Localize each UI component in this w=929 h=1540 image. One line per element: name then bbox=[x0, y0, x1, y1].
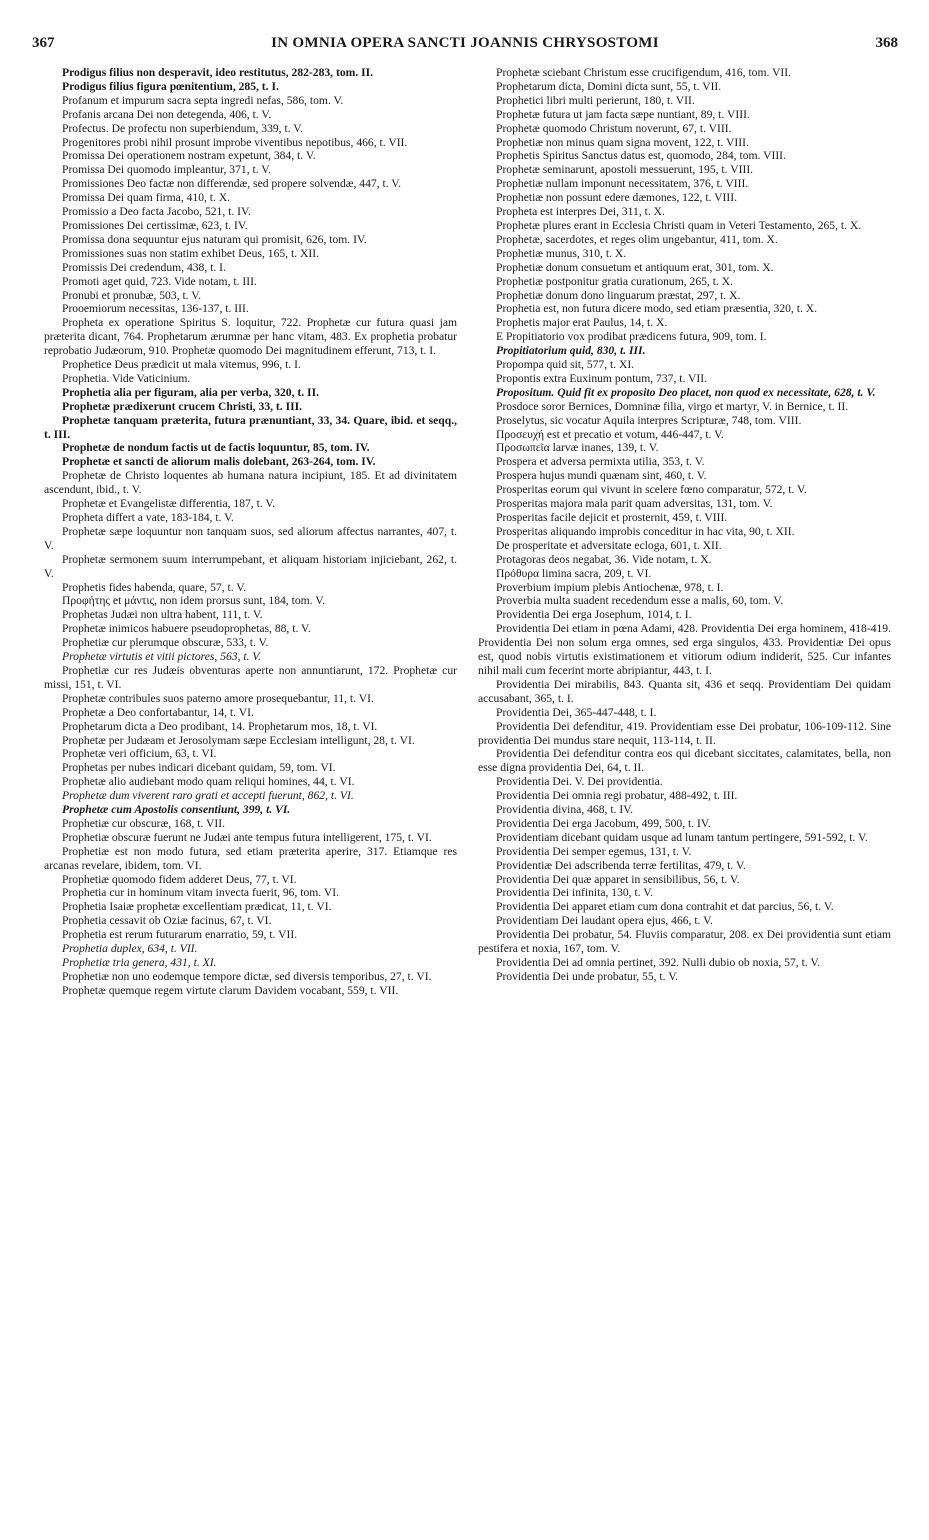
index-entry: Prophetæ futura ut jam facta sæpe nuntiant, 89, t. VIII. bbox=[496, 107, 750, 121]
index-entry: Prophetas Judæi non ultra habent, 111, t. V. bbox=[62, 608, 263, 622]
index-entry: Πρόθυρα limina sacra, 209, t. VI. bbox=[496, 566, 652, 580]
index-entry: Prophetæ seminarunt, apostoli messuerunt, 195, t. VIII. bbox=[496, 163, 754, 177]
right-page-number: 368 bbox=[875, 34, 898, 51]
index-entry: Propheta differt a vate, 183-184, t. V. bbox=[62, 511, 234, 524]
index-entry: Prosperitas facile dejicit et prosternit, 459, t. VIII. bbox=[496, 511, 728, 524]
index-entry: Prodigus filius figura pœnitentium, 285, t. I. bbox=[62, 79, 279, 93]
index-entry: Promissa Dei operationem nostram expetunt, 384, t. V. bbox=[62, 149, 316, 163]
index-entry: Proverbium impium plebis Antiochenæ, 978, t. I. bbox=[496, 580, 724, 594]
index-entry: Prophetarum dicta, Domini dicta sunt, 55, t. VII. bbox=[496, 79, 722, 93]
index-entry: Prophetis Spiritus Sanctus datus est, quomodo, 284, tom. VIII. bbox=[496, 149, 786, 163]
index-entry: Profanum et impurum sacra septa ingredi nefas, 586, tom. V. bbox=[62, 93, 344, 107]
index-entry: Prosperitas majora mala parit quam adversitas, 131, tom. V. bbox=[496, 497, 773, 511]
index-entry: Providentia Dei etiam in pœna Adami, 428. Providentia Dei erga hominem, 418-419. Providentia Dei non solum erga omnes, sed erga singulos, 433. Providentiæ Dei opus est, quod nobis virtutis existimationem et vitiorum odium indiderit, 525. Cur infantes nihil mali cum fecerint morte abripiantur, 443, t. I. bbox=[478, 622, 891, 677]
index-entry: Prophetæ sciebant Christum esse crucifigendum, 416, tom. VII. bbox=[496, 66, 792, 79]
index-entry: Prosperitas eorum qui vivunt in scelere fœno comparatur, 572, t. V. bbox=[496, 483, 807, 497]
index-entry: Prospera hujus mundi quænam sint, 460, t. V. bbox=[496, 469, 707, 483]
index-entry: Prophetia alia per figuram, alia per verba, 320, t. II. bbox=[62, 385, 319, 399]
index-entry: Prophetice Deus prædicit ut mala vitemus, 996, t. I. bbox=[62, 358, 301, 372]
index-entry: Prophetæ per Judæam et Jerosolymam sæpe Ecclesiam intelligunt, 28, t. VI. bbox=[62, 733, 415, 747]
index-entry: Prosperitas aliquando improbis conceditur in hac vita, 90, t. XII. bbox=[496, 524, 795, 538]
index-entry: Providentia Dei defenditur, 419. Providentiam esse Dei probatur, 106-109-112. Sine providentia Dei mundus stare nequit, 113-114, t. II. bbox=[478, 719, 891, 747]
index-entry: Prophetiæ cur obscuræ, 168, t. VII. bbox=[62, 816, 226, 830]
index-entry: Προφήτης et μάντις, non idem prorsus sunt, 184, tom. V. bbox=[62, 594, 325, 608]
index-entry: Propheta ex operatione Spiritus S. loquitur, 722. Prophetæ cur futura quasi jam præterita dicant, 764. Prophetarum ærumnæ per hanc vitam, 483. Ex prophetia probatur reprobatio Judæorum, 910. Prophetæ quomodo Dei magnitudinem efferunt, 713, t. I. bbox=[44, 316, 457, 358]
index-entry: Providentiæ Dei adscribenda terræ fertilitas, 479, t. V. bbox=[496, 858, 746, 872]
index-entry: Providentiam Dei laudant opera ejus, 466, t. V. bbox=[496, 914, 713, 928]
index-entry: Profanis arcana Dei non detegenda, 406, t. V. bbox=[62, 107, 272, 121]
index-entry: Promissis Dei credendum, 438, t. I. bbox=[62, 260, 226, 274]
index-entry: Prophetæ contribules suos paterno amore prosequebantur, 11, t. VI. bbox=[62, 691, 374, 705]
index-entry: Promissiones Dei certissimæ, 623, t. IV. bbox=[62, 218, 248, 232]
right-index-column bbox=[478, 66, 891, 1536]
index-entry: Promissa Dei quam firma, 410, t. X. bbox=[62, 191, 231, 205]
index-entry: Providentiam dicebant quidam usque ad lunam tantum pertingere, 591-592, t. V. bbox=[496, 830, 868, 844]
running-header bbox=[32, 32, 898, 54]
index-entry: Prophetæ et Evangelistæ differentia, 187, t. V. bbox=[62, 497, 276, 511]
left-index-column bbox=[44, 66, 457, 1536]
index-entry: Prophetæ de Christo loquentes ab humana natura incipiunt, 185. Et ad divinitatem ascendunt, ibid., t. V. bbox=[44, 469, 457, 497]
index-entry: Prophetiæ postponitur gratia curationum, 265, t. X. bbox=[496, 274, 733, 288]
index-entry: Prophetæ dum viverent raro grati et accepti fuerunt, 862, t. VI. bbox=[62, 789, 354, 803]
index-entry: Prophetia. Vide Vaticinium. bbox=[62, 371, 191, 385]
index-entry: Prophetæ, sacerdotes, et reges olim ungebantur, 411, tom. X. bbox=[496, 232, 778, 246]
index-entry: Prophetis fides habenda, quare, 57, t. V. bbox=[62, 580, 247, 594]
index-entry: Pronubi et pronubæ, 503, t. V. bbox=[62, 288, 202, 302]
index-entry: Prophetia duplex, 634, t. VII. bbox=[62, 942, 198, 956]
index-entry: Prophetiæ non possunt edere dæmones, 122, t. VIII. bbox=[496, 191, 737, 205]
index-entry: Providentia Dei apparet etiam cum dona contrahit et dat parcius, 56, t. V. bbox=[496, 900, 834, 914]
index-entry: Prophetæ inimicos habuere pseudoprophetas, 88, t. V. bbox=[62, 622, 311, 636]
running-title: IN OMNIA OPERA SANCTI JOANNIS CHRYSOSTOMI bbox=[271, 34, 659, 51]
index-entry: Propontis extra Euxinum pontum, 737, t. VII. bbox=[496, 371, 708, 385]
index-entry: Providentia Dei unde probatur, 55, t. V. bbox=[496, 969, 679, 983]
index-entry: Providentia Dei quæ apparet in sensibilibus, 56, t. V. bbox=[496, 872, 740, 886]
index-entry: Prosdoce soror Bernices, Domninæ filia, virgo et martyr, V. in Bernice, t. II. bbox=[496, 399, 849, 413]
index-entry: Prophetia est, non futura dicere modo, sed etiam præsentia, 320, t. X. bbox=[496, 302, 818, 316]
index-entry: Providentia Dei. V. Dei providentia. bbox=[496, 775, 663, 789]
index-entry: Prophetia cur in hominum vitam invecta fuerit, 96, tom. VI. bbox=[62, 886, 340, 900]
index-entry: Prophetæ tanquam præterita, futura prænuntiant, 33, 34. Quare, ibid. et seqq., t. III. bbox=[44, 413, 457, 441]
index-entry: Promissa dona sequuntur ejus naturam qui promisit, 626, tom. IV. bbox=[62, 232, 367, 246]
index-entry: Prodigus filius non desperavit, ideo restitutus, 282-283, tom. II. bbox=[62, 66, 374, 79]
index-entry: Proverbia multa suadent recedendum esse a malis, 60, tom. V. bbox=[496, 594, 784, 608]
index-entry: Providentia divina, 468, t. IV. bbox=[496, 803, 633, 817]
index-entry: Prophetæ cum Apostolis consentiunt, 399, t. VI. bbox=[62, 803, 291, 817]
index-entry: Protagoras deos negabat, 36. Vide notam, t. X. bbox=[496, 552, 712, 566]
index-entry: Promissiones Deo factæ non differendæ, sed propere solvendæ, 447, t. V. bbox=[62, 177, 402, 191]
index-entry: Profectus. De profectu non superbiendum, 339, t. V. bbox=[62, 121, 304, 135]
index-entry: Prophetæ a Deo confortabantur, 14, t. VI. bbox=[62, 705, 254, 719]
index-entry: Propositum. Quid fit ex proposito Deo placet, non quod ex necessitate, 628, t. V. bbox=[496, 385, 876, 399]
index-entry: Prophetiæ non uno eodemque tempore dictæ, sed diversis temporibus, 27, t. VI. bbox=[62, 969, 432, 983]
index-entry: Prophetiæ tria genera, 431, t. XI. bbox=[62, 956, 217, 969]
index-entry: Prophetæ de nondum factis ut de factis loquuntur, 85, tom. IV. bbox=[62, 441, 370, 455]
index-entry: Providentia Dei defenditur contra eos qui dicebant siccitates, calamitates, bella, non esse digna providentia Dei, 64, t. II. bbox=[478, 747, 891, 775]
index-entry: Prophetici libri multi perierunt, 180, t. VII. bbox=[496, 93, 695, 107]
left-page-number: 367 bbox=[32, 34, 55, 51]
index-entry: Providentia Dei, 365-447-448, t. I. bbox=[496, 705, 657, 719]
index-entry: Promissiones suas non statim exhibet Deus, 165, t. XII. bbox=[62, 246, 319, 260]
index-entry: Prophetiæ donum consuetum et antiquum erat, 301, tom. X. bbox=[496, 260, 774, 274]
index-entry: Prophetia est rerum futurarum enarratio, 59, t. VII. bbox=[62, 928, 298, 942]
index-entry: Prophetiæ nullam imponunt necessitatem, 376, t. VIII. bbox=[496, 177, 749, 191]
index-entry: Providentia Dei erga Jacobum, 499, 500, t. IV. bbox=[496, 816, 711, 830]
index-entry: Promissa Dei quomodo impleantur, 371, t. V. bbox=[62, 163, 272, 177]
index-entry: Prophetiæ donum dono linguarum præstat, 297, t. X. bbox=[496, 288, 741, 302]
index-entry: Prophetiæ est non modo futura, sed etiam præterita aperire, 317. Etiamque res arcanas revelare, ibidem, tom. VI. bbox=[44, 844, 457, 872]
index-entry: Prophetis major erat Paulus, 14, t. X. bbox=[496, 316, 668, 330]
index-entry: Promoti aget quid, 723. Vide notam, t. III. bbox=[62, 274, 257, 288]
index-entry: Prophetæ alio audiebant modo quam reliqui homines, 44, t. VI. bbox=[62, 775, 355, 789]
index-entry: Prophetia cessavit ob Oziæ facinus, 67, t. VI. bbox=[62, 914, 272, 928]
index-entry: Proselytus, sic vocatur Aquila interpres Scripturæ, 748, tom. VIII. bbox=[496, 413, 802, 427]
index-entry: Prooemiorum necessitas, 136-137, t. III. bbox=[62, 302, 249, 316]
index-entry: Providentia Dei infinita, 130, t. V. bbox=[496, 886, 654, 900]
index-entry: Providentia Dei probatur, 54. Fluviis comparatur, 208. ex Dei providentia sunt etiam pestifera et noxia, 167, tom. V. bbox=[478, 928, 891, 956]
index-entry: Providentia Dei mirabilis, 843. Quanta sit, 436 et seqq. Providentiam Dei quidam accusabant, 365, t. I. bbox=[478, 677, 891, 705]
index-entry: Prophetiæ cur res Judæis obventuras aperte non annuntiarunt, 172. Prophetæ cur missi, 151, t. VI. bbox=[44, 663, 457, 691]
index-entry: Προσωπεῖα larvæ inanes, 139, t. V. bbox=[496, 441, 659, 455]
index-entry: Prospera et adversa permixta utilia, 353, t. V. bbox=[496, 455, 705, 469]
index-entry: E Propitiatorio vox prodibat prædicens futura, 909, tom. I. bbox=[496, 330, 767, 344]
index-entry: Prophetia Isaiæ prophetæ excellentiam prædicat, 11, t. VI. bbox=[62, 900, 332, 914]
index-entry: Prophetiæ munus, 310, t. X. bbox=[496, 246, 627, 260]
index-entry: Progenitores probi nihil prosunt improbe viventibus nepotibus, 466, t. VII. bbox=[62, 135, 408, 149]
index-entry: Prophetas per nubes indicari dicebant quidam, 59, tom. VI. bbox=[62, 761, 336, 775]
index-entry: Propompa quid sit, 577, t. XI. bbox=[496, 358, 635, 372]
index-entry: Prophetæ quemque regem virtute clarum Davidem vocabant, 559, t. VII. bbox=[62, 983, 399, 997]
index-entry: Prophetarum dicta a Deo prodibant, 14. Prophetarum mos, 18, t. VI. bbox=[62, 719, 378, 733]
index-entry: Prophetiæ non minus quam signa movent, 122, t. VIII. bbox=[496, 135, 749, 149]
index-entry: Propitiatorium quid, 830, t. III. bbox=[496, 344, 646, 358]
index-entry: Prophetæ sermonem suum interrumpebant, et aliquam historiam injiciebant, 262, t. V. bbox=[44, 552, 457, 580]
index-entry: Prophetæ quomodo Christum noverunt, 67, t. VIII. bbox=[496, 121, 732, 135]
index-entry: Prophetæ plures erant in Ecclesia Christi quam in Veteri Testamento, 265, t. X. bbox=[496, 218, 862, 232]
index-entry: Prophetæ et sancti de aliorum malis dolebant, 263-264, tom. IV. bbox=[62, 455, 376, 469]
index-entry: Prophetæ virtutis et vitii pictores, 563, t. V. bbox=[62, 650, 261, 664]
index-entry: Propheta est interpres Dei, 311, t. X. bbox=[496, 205, 665, 219]
index-entry: De prosperitate et adversitate ecloga, 601, t. XII. bbox=[496, 538, 722, 552]
index-entry: Prophetæ prædixerunt crucem Christi, 33, t. III. bbox=[62, 399, 303, 413]
index-entry: Prophetæ veri officium, 63, t. VI. bbox=[62, 747, 217, 761]
index-entry: Promissio a Deo facta Jacobo, 521, t. IV. bbox=[62, 205, 251, 219]
index-entry: Providentia Dei semper egemus, 131, t. V. bbox=[496, 844, 692, 858]
index-entry: Προσευχή est et precatio et votum, 446-447, t. V. bbox=[496, 427, 724, 441]
index-entry: Providentia Dei erga Josephum, 1014, t. I. bbox=[496, 608, 692, 622]
index-entry: Providentia Dei ad omnia pertinet, 392. Nulli dubio ob noxia, 57, t. V. bbox=[496, 956, 821, 969]
index-entry: Providentia Dei omnia regi probatur, 488-492, t. III. bbox=[496, 789, 738, 803]
index-entry: Prophetiæ obscuræ fuerunt ne Judæi ante tempus futura intelligerent, 175, t. VI. bbox=[62, 830, 432, 844]
index-entry: Prophetiæ quomodo fidem adderet Deus, 77, t. VI. bbox=[62, 872, 297, 886]
index-entry: Prophetiæ cur plerumque obscuræ, 533, t. V. bbox=[62, 636, 269, 650]
index-entry: Prophetæ sæpe loquuntur non tanquam suos, sed aliorum affectus narrantes, 407, t. V. bbox=[44, 524, 457, 552]
